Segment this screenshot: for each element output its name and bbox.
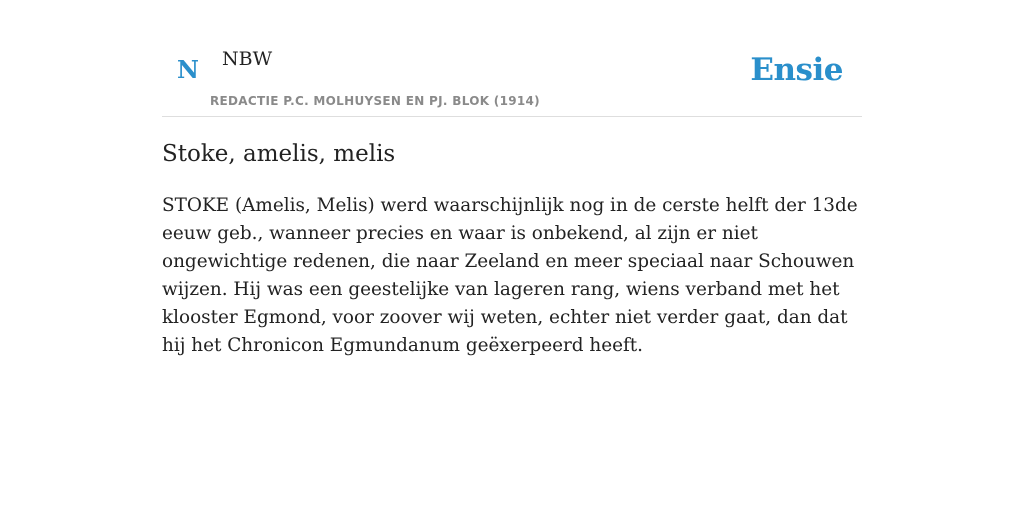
brand-logo-link[interactable]: Ensie — [750, 52, 843, 88]
source-subtitle: REDACTIE P.C. MOLHUYSEN EN PJ. BLOK (1914) — [210, 94, 540, 108]
source-name: NBW — [222, 48, 273, 70]
source-header — [162, 0, 862, 117]
article-title: Stoke, amelis, melis — [162, 141, 396, 167]
article-body: STOKE (Amelis, Melis) werd waarschijnlijk nog in de cerste helft der 13de eeuw geb., wanneer precies en waar is onbekend, al zijn er niet ongewichtige redenen, die naar Zeeland en meer speciaal naar Schouwen wijzen. Hij was een geestelijke van lageren rang, wiens verband met het klooster Egmond, voor zoover wij weten, echter niet verder gaat, dan dat hij het Chronicon Egmundanum geëxerpeerd heeft. — [162, 195, 858, 356]
source-logo-link[interactable]: N — [177, 55, 199, 84]
